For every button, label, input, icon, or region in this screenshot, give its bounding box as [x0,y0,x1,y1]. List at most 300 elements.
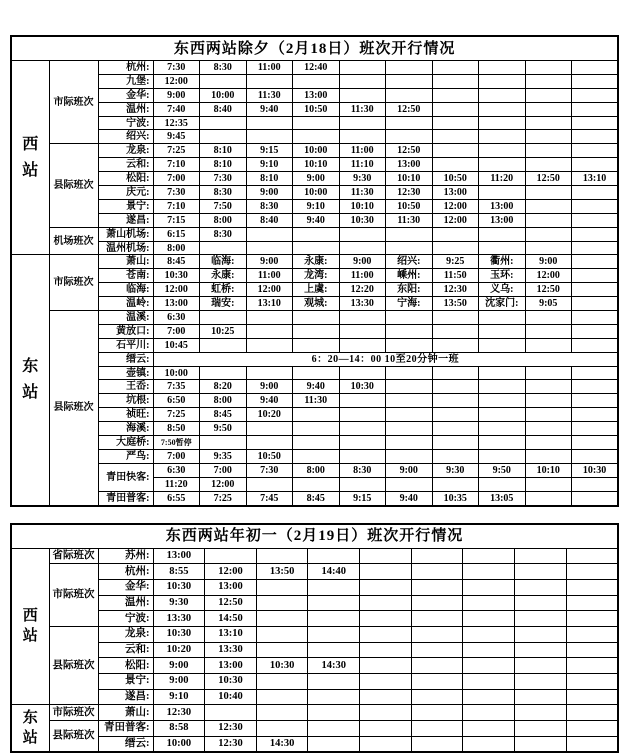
empty-cell [515,548,567,564]
empty-cell [411,611,463,627]
category-label: 市际班次 [49,255,98,311]
destination-cell: 缙云: [98,736,153,752]
time-cell: 7:30 [153,61,200,75]
empty-cell [411,579,463,595]
time-cell: 7:25 [153,408,200,422]
time-cell: 12:50 [525,172,572,186]
schedule-row [11,74,618,88]
destination-cell: 遂昌: [98,213,153,227]
empty-cell [566,595,618,611]
empty-cell [360,595,412,611]
empty-cell [463,642,515,658]
note-cell: 6：20—14：00 10至20分钟一班 [153,352,618,366]
time-cell: 12:30 [153,705,205,721]
time-cell: 13:05 [479,491,526,505]
destination-cell: 庆元: [98,186,153,200]
schedule-row [11,352,618,366]
time-cell: 8:00 [200,213,247,227]
time-cell: 11:00 [339,269,386,283]
destination-cell: 苍南: [98,269,153,283]
time-cell: 14:50 [205,611,257,627]
empty-cell [246,422,293,436]
destination-cell: 云和: [98,158,153,172]
time-cell: 12:30 [205,736,257,752]
destination-cell: 大庭桥: [98,436,153,450]
empty-cell [411,642,463,658]
empty-cell [200,311,247,325]
empty-cell [339,436,386,450]
empty-cell [525,449,572,463]
empty-cell [293,130,340,144]
empty-cell [525,61,572,75]
empty-cell [525,199,572,213]
empty-cell [432,88,479,102]
empty-cell [566,721,618,737]
empty-cell [432,338,479,352]
empty-cell [200,116,247,130]
time-cell: 11:30 [339,186,386,200]
empty-cell [572,102,619,116]
schedule-row [11,422,618,436]
empty-cell [566,642,618,658]
schedule-row [11,213,618,227]
time-cell: 13:00 [205,658,257,674]
empty-cell [246,338,293,352]
time-cell: 12:00 [432,199,479,213]
empty-cell [432,61,479,75]
empty-cell [339,311,386,325]
empty-cell [515,658,567,674]
schedule-row [11,297,618,311]
station-char: 站 [12,626,49,646]
destination-cell: 上虞: [293,283,340,297]
schedule-row [11,408,618,422]
empty-cell [339,324,386,338]
time-cell: 9:40 [386,491,433,505]
schedule-row [11,595,618,611]
empty-cell [256,705,308,721]
empty-cell [360,611,412,627]
destination-cell: 萧山机场: [98,227,153,241]
empty-cell [479,436,526,450]
empty-cell [572,408,619,422]
empty-cell [572,394,619,408]
empty-cell [432,102,479,116]
empty-cell [308,674,360,690]
empty-cell [572,61,619,75]
destination-cell: 瑞安: [200,297,247,311]
empty-cell [525,366,572,380]
time-cell: 8:45 [200,408,247,422]
empty-cell [525,436,572,450]
empty-cell [339,227,386,241]
empty-cell [566,736,618,752]
schedule-row [11,548,618,564]
schedule-row [11,736,618,752]
time-cell: 13:50 [432,297,479,311]
time-cell: 10:25 [200,324,247,338]
empty-cell [386,311,433,325]
empty-cell [386,130,433,144]
schedule-row [11,689,618,705]
empty-cell [572,422,619,436]
category-label: 县际班次 [49,626,98,704]
empty-cell [308,626,360,642]
time-cell: 8:40 [200,102,247,116]
empty-cell [432,241,479,255]
time-cell: 10:10 [293,158,340,172]
empty-cell [360,564,412,580]
time-cell: 10:45 [153,338,200,352]
time-cell: 9:40 [246,394,293,408]
time-cell: 7:00 [153,324,200,338]
empty-cell [411,564,463,580]
empty-cell [256,642,308,658]
time-cell: 9:05 [525,297,572,311]
destination-cell: 杭州: [98,61,153,75]
time-cell: 9:25 [432,255,479,269]
time-cell: 13:10 [572,172,619,186]
table-chunjie-feb19 [10,523,617,753]
time-cell: 7:45 [246,491,293,505]
time-cell: 10:00 [153,366,200,380]
destination-cell: 观城: [293,297,340,311]
time-cell: 10:00 [293,186,340,200]
empty-cell [463,658,515,674]
empty-cell [360,548,412,564]
station-char: 站 [12,158,49,184]
time-cell: 13:00 [479,213,526,227]
destination-cell: 温州机场: [98,241,153,255]
empty-cell [293,422,340,436]
empty-cell [411,736,463,752]
time-cell: 11:20 [153,477,200,491]
empty-cell [479,366,526,380]
empty-cell [432,436,479,450]
empty-cell [293,408,340,422]
destination-cell: 景宁: [98,199,153,213]
schedule-row [11,449,618,463]
empty-cell [293,74,340,88]
time-cell: 10:10 [386,172,433,186]
time-cell: 10:50 [246,449,293,463]
time-cell: 11:30 [293,394,340,408]
empty-cell [246,116,293,130]
title-row [11,524,618,549]
empty-cell [246,324,293,338]
empty-cell [479,74,526,88]
empty-cell [566,626,618,642]
time-cell: 12:30 [205,721,257,737]
empty-cell [386,88,433,102]
time-cell: 6:50 [153,394,200,408]
time-cell: 12:00 [153,74,200,88]
empty-cell [246,311,293,325]
empty-cell [200,436,247,450]
empty-cell [256,611,308,627]
time-cell: 11:20 [479,172,526,186]
destination-cell: 温岭: [98,297,153,311]
empty-cell [479,241,526,255]
empty-cell [308,595,360,611]
time-cell: 13:30 [153,611,205,627]
empty-cell [200,74,247,88]
time-cell: 12:00 [205,564,257,580]
empty-cell [566,564,618,580]
station-label [11,548,49,705]
destination-cell: 嵊州: [386,269,433,283]
destination-cell: 温州: [98,595,153,611]
empty-cell [572,88,619,102]
time-cell: 11:30 [246,88,293,102]
empty-cell [386,449,433,463]
time-cell: 10:30 [153,269,200,283]
time-cell: 13:00 [205,579,257,595]
time-cell: 8:00 [293,463,340,477]
empty-cell [256,689,308,705]
empty-cell [572,213,619,227]
time-cell: 13:00 [293,88,340,102]
empty-cell [525,74,572,88]
empty-cell [256,674,308,690]
time-cell: 10:00 [200,88,247,102]
empty-cell [386,61,433,75]
empty-cell [525,227,572,241]
time-cell: 12:00 [153,283,200,297]
destination-cell: 宁海: [386,297,433,311]
time-cell: 9:10 [293,199,340,213]
empty-cell [525,477,572,491]
time-cell: 9:00 [525,255,572,269]
empty-cell [463,611,515,627]
time-cell: 13:00 [432,186,479,200]
empty-cell [411,689,463,705]
time-cell: 10:50 [432,172,479,186]
category-label: 机场班次 [49,227,98,255]
time-cell: 7:00 [153,449,200,463]
destination-cell: 石平川: [98,338,153,352]
destination-cell: 坑根: [98,394,153,408]
empty-cell [432,144,479,158]
empty-cell [411,674,463,690]
empty-cell [572,199,619,213]
empty-cell [246,436,293,450]
empty-cell [515,595,567,611]
empty-cell [572,311,619,325]
time-cell: 6:55 [153,491,200,505]
empty-cell [339,366,386,380]
destination-cell: 龙泉: [98,144,153,158]
time-cell: 9:15 [339,491,386,505]
schedule-row [11,269,618,283]
empty-cell [360,736,412,752]
time-cell: 7:15 [153,213,200,227]
empty-cell [572,269,619,283]
empty-cell [515,626,567,642]
empty-cell [386,338,433,352]
schedule-row [11,144,618,158]
empty-cell [566,674,618,690]
time-cell: 10:30 [339,380,386,394]
empty-cell [360,626,412,642]
empty-cell [386,324,433,338]
schedule-row [11,255,618,269]
empty-cell [463,626,515,642]
time-cell: 8:20 [200,380,247,394]
category-label: 县际班次 [49,311,98,506]
time-cell: 11:00 [246,269,293,283]
time-cell: 7:30 [153,186,200,200]
time-cell: 9:00 [153,88,200,102]
empty-cell [200,366,247,380]
empty-cell [205,705,257,721]
empty-cell [432,311,479,325]
schedule-row [11,88,618,102]
time-cell: 10:00 [153,736,205,752]
empty-cell [386,408,433,422]
empty-cell [572,366,619,380]
empty-cell [479,130,526,144]
empty-cell [525,324,572,338]
category-label: 县际班次 [49,144,98,227]
destination-cell: 松阳: [98,172,153,186]
time-cell: 12:20 [339,283,386,297]
schedule-row [11,380,618,394]
empty-cell [463,674,515,690]
time-cell: 8:30 [339,463,386,477]
schedule-row [11,116,618,130]
time-cell: 12:00 [432,213,479,227]
time-cell: 13:50 [256,564,308,580]
empty-cell [293,449,340,463]
time-cell: 13:00 [153,548,205,564]
time-cell: 13:30 [339,297,386,311]
empty-cell [386,74,433,88]
empty-cell [479,144,526,158]
empty-cell [386,366,433,380]
time-cell: 8:30 [200,61,247,75]
empty-cell [525,116,572,130]
time-cell: 8:30 [200,227,247,241]
empty-cell [308,689,360,705]
time-cell: 9:00 [246,255,293,269]
schedule-row [11,436,618,450]
destination-cell: 龙湾: [293,269,340,283]
empty-cell [572,436,619,450]
empty-cell [200,130,247,144]
schedule-row [11,642,618,658]
empty-cell [246,227,293,241]
schedule-row [11,199,618,213]
empty-cell [386,227,433,241]
empty-cell [308,736,360,752]
time-cell: 9:00 [153,674,205,690]
empty-cell [339,241,386,255]
empty-cell [515,674,567,690]
time-cell: 12:00 [525,269,572,283]
empty-cell [360,658,412,674]
empty-cell [572,116,619,130]
destination-cell: 黄放口: [98,324,153,338]
empty-cell [463,548,515,564]
empty-cell [432,394,479,408]
timetable-grid [10,35,619,507]
empty-cell [432,422,479,436]
empty-cell [360,689,412,705]
destination-cell: 温溪: [98,311,153,325]
empty-cell [200,241,247,255]
empty-cell [360,579,412,595]
time-cell: 9:00 [293,172,340,186]
station-char: 西 [12,606,49,626]
schedule-row [11,227,618,241]
destination-cell: 杭州: [98,564,153,580]
time-cell: 8:55 [153,564,205,580]
empty-cell [572,227,619,241]
empty-cell [515,736,567,752]
time-cell: 9:10 [246,158,293,172]
empty-cell [386,436,433,450]
destination-cell: 松阳: [98,658,153,674]
time-cell: 7:30 [246,463,293,477]
time-cell: 13:00 [153,297,200,311]
empty-cell [256,595,308,611]
empty-cell [463,564,515,580]
time-cell: 10:30 [205,674,257,690]
empty-cell [572,297,619,311]
destination-cell: 龙泉: [98,626,153,642]
time-cell: 7:30 [200,172,247,186]
empty-cell [339,88,386,102]
empty-cell [339,130,386,144]
empty-cell [566,611,618,627]
empty-cell [432,227,479,241]
destination-cell: 宁波: [98,611,153,627]
empty-cell [386,477,433,491]
time-cell: 11:30 [339,102,386,116]
timetable-grid [10,523,619,753]
empty-cell [256,579,308,595]
empty-cell [572,158,619,172]
empty-cell [572,477,619,491]
empty-cell [515,611,567,627]
empty-cell [572,74,619,88]
destination-cell: 东阳: [386,283,433,297]
empty-cell [515,721,567,737]
schedule-row [11,324,618,338]
time-cell: 9:00 [153,658,205,674]
empty-cell [572,449,619,463]
schedule-row [11,241,618,255]
destination-cell: 祯旺: [98,408,153,422]
category-label: 市际班次 [49,61,98,144]
destination-cell: 九堡: [98,74,153,88]
title-row [11,36,618,61]
destination-cell: 永康: [200,269,247,283]
time-cell: 6:15 [153,227,200,241]
empty-cell [572,186,619,200]
time-cell: 10:35 [432,491,479,505]
station-char: 西 [12,132,49,158]
empty-cell [308,579,360,595]
schedule-row [11,611,618,627]
empty-cell [479,116,526,130]
empty-cell [386,394,433,408]
empty-cell [525,311,572,325]
destination-cell: 萧山: [98,705,153,721]
schedule-row [11,311,618,325]
time-cell: 7:25 [153,144,200,158]
